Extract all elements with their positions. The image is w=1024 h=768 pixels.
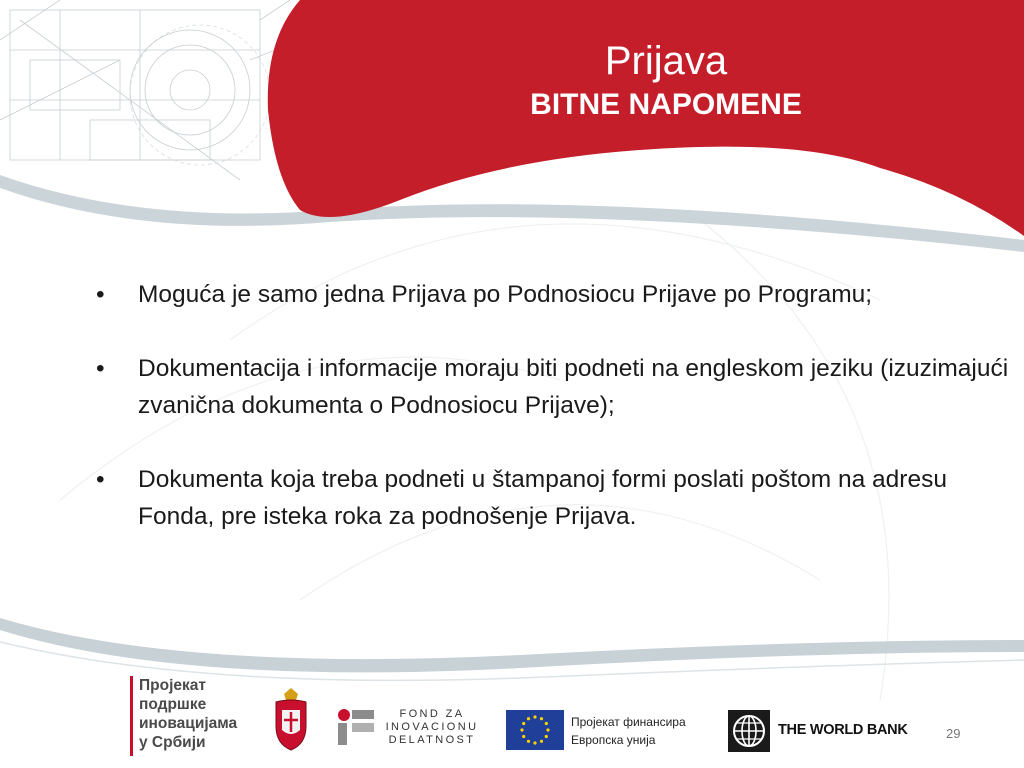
project-logo-line: у Србији <box>139 734 206 751</box>
world-bank-globe-icon <box>728 710 770 752</box>
fond-logo-text <box>380 708 484 747</box>
eu-logo-line: Европска унија <box>571 733 656 747</box>
engineering-drawing-image <box>0 0 300 180</box>
bullet-item <box>96 276 1011 313</box>
footer-logos <box>0 672 1024 768</box>
bullet-marker: • <box>96 355 105 382</box>
slide-title: Prijava <box>604 39 728 83</box>
bullet-text: Moguća je samo jedna Prijava po Podnosiocu Prijave po Programu; <box>138 281 873 308</box>
project-logo-line: подршке <box>139 696 207 713</box>
project-logo <box>130 676 237 756</box>
page-number: 29 <box>946 726 961 741</box>
fond-logo <box>336 706 486 750</box>
project-logo-line: иновацијама <box>139 715 238 732</box>
fond-logo-line: INOVACIONU <box>385 721 479 733</box>
bullet-marker: • <box>96 466 105 493</box>
fond-logo-icon <box>336 706 376 746</box>
bullet-text: Dokumentacija i informacije moraju biti podneti na engleskom jeziku (izuzimajući zvanična dokumenta o Podnosiocu Prijave); <box>138 355 1009 419</box>
eu-logo-text <box>571 713 686 749</box>
serbia-coat-of-arms-icon <box>272 686 310 754</box>
world-bank-text: THE WORLD BANK <box>778 722 908 738</box>
bullet-marker: • <box>96 281 105 308</box>
bullet-list <box>96 276 1011 572</box>
top-gray-swoosh <box>0 175 1024 252</box>
bullet-item <box>96 461 1011 535</box>
fond-logo-line: DELATNOST <box>388 734 476 746</box>
fond-logo-line: FOND ZA <box>399 708 465 720</box>
eu-flag-icon <box>506 710 564 750</box>
project-logo-line: Пројекат <box>139 677 206 694</box>
bullet-item <box>96 350 1011 424</box>
eu-logo-line: Пројекат финансира <box>571 715 686 729</box>
title-block <box>460 38 872 124</box>
slide-subtitle: BITNE NAPOMENE <box>530 88 802 121</box>
bullet-text: Dokumenta koja treba podneti u štampanoj formi poslati poštom na adresu Fonda, pre isteka roka za podnošenje Prijava. <box>138 466 947 530</box>
